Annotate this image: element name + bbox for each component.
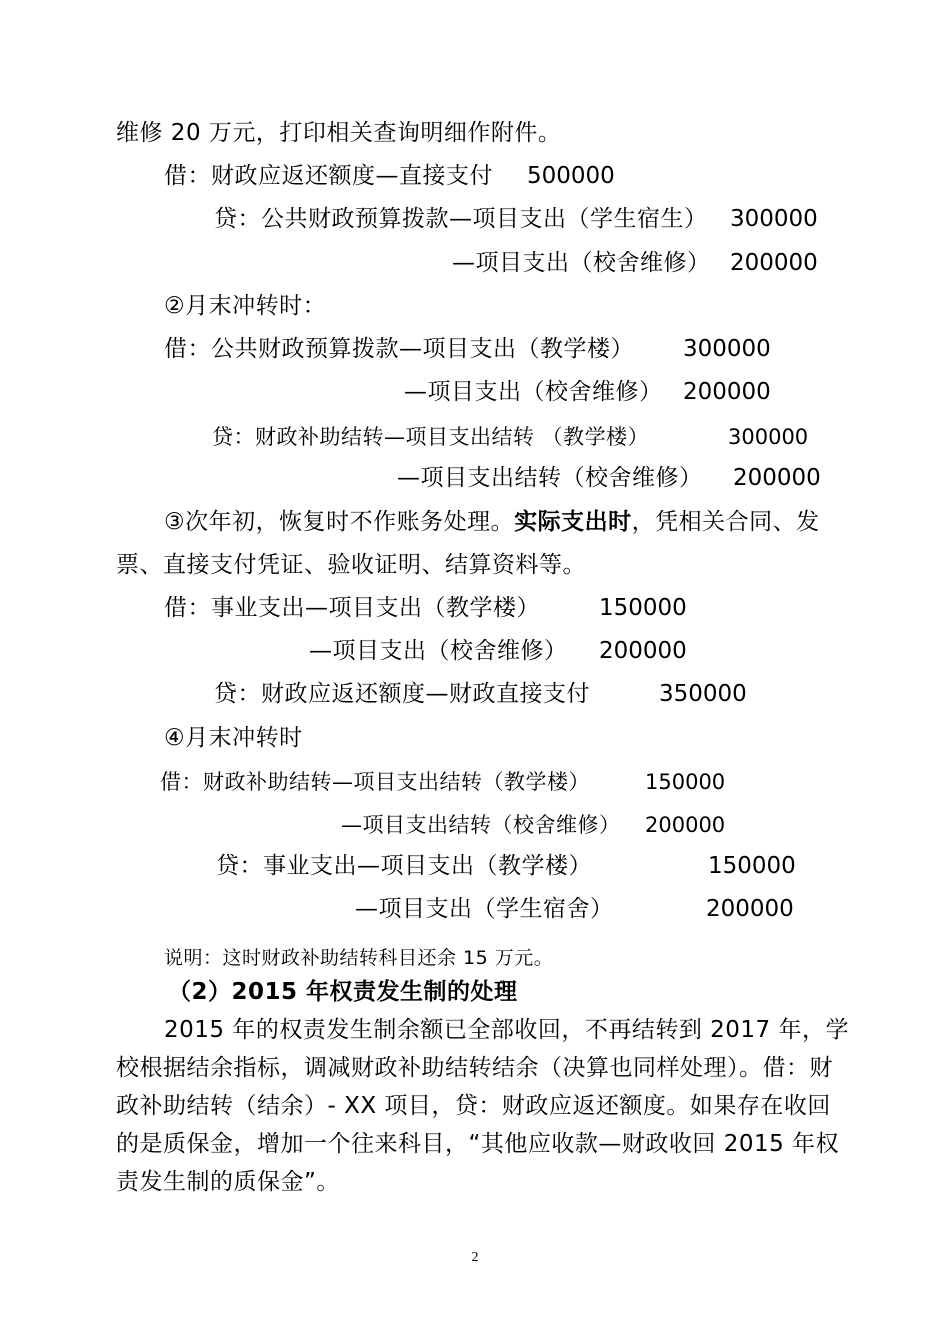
paragraph-line: 2015 年的权责发生制余额已全部收回，不再结转到 2017 年，学 <box>164 1017 849 1043</box>
journal-credit-line: —项目支出（学生宿舍） <box>355 896 614 922</box>
page-number: 2 <box>471 1250 479 1265</box>
amount: 300000 <box>683 336 771 362</box>
text-segment: ③次年初，恢复时不作账务处理。 <box>164 509 515 535</box>
journal-credit-line: —项目支出（校舍维修） <box>452 250 711 276</box>
section-heading: ②月末冲转时： <box>164 293 327 319</box>
amount: 300000 <box>730 206 818 232</box>
journal-credit-line: —项目支出结转（校舍维修） <box>397 465 703 491</box>
journal-credit-line: 贷：公共财政预算拨款—项目支出（学生宿生） <box>214 206 708 232</box>
amount: 150000 <box>645 770 726 794</box>
journal-debit-line: —项目支出结转（校舍维修） <box>341 813 621 837</box>
amount: 200000 <box>733 465 821 491</box>
amount: 200000 <box>730 250 818 276</box>
emphasis-text: 实际支出时 <box>514 509 632 535</box>
amount: 200000 <box>645 813 726 837</box>
journal-debit-line: —项目支出（校舍维修） <box>309 638 568 664</box>
paragraph-line: 校根据结余指标，调减财政补助结转结余（决算也同样处理）。借：财 <box>116 1055 833 1081</box>
journal-debit-line: 借：财政应返还额度—直接支付 <box>164 163 493 189</box>
paragraph-line: 政补助结转（结余）- XX 项目，贷：财政应返还额度。如果存在收回 <box>116 1093 831 1119</box>
note-line: 说明：这时财政补助结转科目还余 15 万元。 <box>164 947 554 969</box>
amount: 200000 <box>706 896 794 922</box>
subsection-heading: （2）2015 年权责发生制的处理 <box>168 979 518 1005</box>
journal-debit-line: 借：公共财政预算拨款—项目支出（教学楼） <box>164 336 634 362</box>
journal-credit-line: 贷：财政补助结转—项目支出结转 （教学楼） <box>212 425 650 449</box>
amount: 150000 <box>599 595 687 621</box>
text-line <box>164 507 820 537</box>
amount: 200000 <box>683 379 771 405</box>
amount: 150000 <box>708 853 796 879</box>
journal-credit-line: 贷：财政应返还额度—财政直接支付 <box>214 681 590 707</box>
journal-credit-line: 贷：事业支出—项目支出（教学楼） <box>216 853 592 879</box>
journal-debit-line: —项目支出（校舍维修） <box>404 379 663 405</box>
amount: 500000 <box>527 163 615 189</box>
section-heading: ④月末冲转时 <box>164 725 303 751</box>
journal-debit-line: 借：事业支出—项目支出（教学楼） <box>164 595 540 621</box>
text-line: 维修 20 万元，打印相关查询明细作附件。 <box>116 120 562 146</box>
journal-debit-line: 借：财政补助结转—项目支出结转（教学楼） <box>160 770 590 794</box>
text-segment: ，凭相关合同、发 <box>631 509 820 535</box>
amount: 300000 <box>728 425 809 449</box>
text-line: 票、直接支付凭证、验收证明、结算资料等。 <box>116 552 586 578</box>
paragraph-line: 责发生制的质保金”。 <box>116 1169 340 1195</box>
paragraph-line: 的是质保金，增加一个往来科目，“其他应收款—财政收回 2015 年权 <box>116 1131 840 1157</box>
amount: 200000 <box>599 638 687 664</box>
amount: 350000 <box>659 681 747 707</box>
